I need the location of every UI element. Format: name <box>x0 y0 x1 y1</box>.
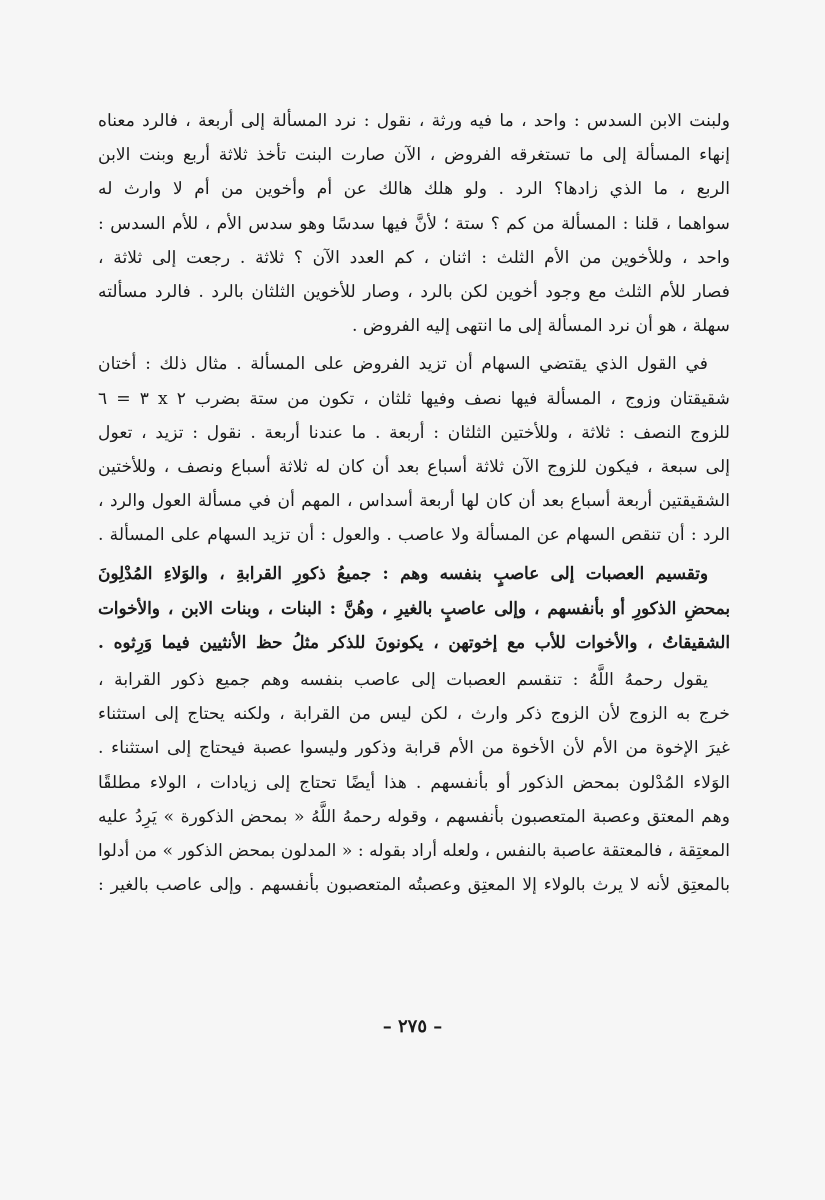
text-line: المعتِقة ، فالمعتقة عاصبة بالنفس ، ولعله أراد بقوله : « المدلون بمحض الذكور » من أدلوا <box>98 840 730 861</box>
paragraph-4 <box>98 663 730 902</box>
text-line: الربع ، ما الذي زادها؟ الرد . ولو هلك هالك عن أم وأخوين من أم لا وارث له <box>98 179 730 200</box>
text-line: للزوج النصف : ثلاثة ، وللأختين الثلثان : أربعة . ما عندنا أربعة . نقول : تزيد ، تعول <box>98 422 730 443</box>
text-line: الشقيقتين أربعة أسباع بعد أن كان لها أربعة أسداس ، المهم أن في مسألة العول والرد ، <box>98 491 730 512</box>
page-number: – ٢٧٥ – <box>382 1016 443 1037</box>
text-line: الرد : أن تنقص السهام عن المسألة ولا عاصب . والعول : أن تزيد السهام على المسألة . <box>98 525 730 546</box>
text-line: بالمعتِق لأنه لا يرث بالولاء إلا المعتِق وعصبتُه المتعصبون بأنفسهم . وإلى عاصب بالغير : <box>98 875 730 896</box>
text-line: خرج به الزوج لأن الزوج ذكر وارث ، لكن ليس من القرابة ، ولكنه يحتاج إلى استثناء <box>98 704 730 725</box>
text-line: واحد ، وللأخوين من الأم الثلث : اثنان ، كم العدد الآن ؟ ثلاثة . رجعت إلى ثلاثة ، <box>98 247 730 268</box>
paragraph-1 <box>98 104 730 343</box>
text-line: وتقسيم العصبات إلى عاصبٍ بنفسه وهم : جميعُ ذكورِ القرابةِ ، والوَلاءِ المُدْلِونَ <box>98 563 708 584</box>
page-body <box>98 104 730 902</box>
text-line: شقيقتان وزوج ، المسألة فيها نصف وفيها ثلثان ، تكون من ستة بضرب ٢ x ٣ = ٦ <box>98 388 731 409</box>
text-line: الشقيقاتُ ، والأخوات للأب مع إخوتهن ، يكونونَ للذكر مثلُ حظ الأنثيين فيما وَرِثوه . <box>98 631 730 652</box>
text-line: سواهما ، قلنا : المسألة من كم ؟ ستة ؛ لأنَّ فيها سدسًا وهو سدس الأم ، للأم السدس : <box>98 213 730 234</box>
text-line: في القول الذي يقتضي السهام أن تزيد الفروض على المسألة . مثال ذلك : أختان <box>98 354 708 375</box>
text-line: وهم المعتق وعصبة المتعصبون بأنفسهم ، وقوله رحمهُ اللَّهُ « بمحض الذكورة » يَرِدُ عليه <box>98 806 730 827</box>
text-line: إلى سبعة ، فيكون للزوج الآن ثلاثة أسباع بعد أن كان له ثلاثة أسباع ونصف ، وللأختين <box>98 456 730 477</box>
text-line: إنهاء المسألة إلى ما تستغرقه الفروض ، الآن صارت البنت تأخذ ثلاثة أربع وبنت الابن <box>98 145 730 166</box>
text-line: الوَلاء المُدْلون بمحض الذكور أو بأنفسهم . هذا أيضًا تحتاج إلى زيادات ، الولاء مطلقًا <box>98 772 730 793</box>
text-line: ولبنت الابن السدس : واحد ، ما فيه ورثة ، نقول : نرد المسألة إلى أربعة ، فالرد معناه <box>98 111 730 131</box>
paragraph-2 <box>98 347 730 552</box>
text-line: يقول رحمهُ اللَّهُ : تنقسم العصبات إلى عاصب بنفسه وهم جميع ذكور القرابة ، <box>98 670 708 690</box>
matn-paragraph <box>98 556 730 659</box>
text-line: بمحضِ الذكورِ أو بأنفسهم ، وإلى عاصبٍ بالغيرِ ، وهُنَّ : البنات ، وبنات الابن ، والأخوات <box>98 597 730 618</box>
text-line: فصار للأم الثلث مع وجود أخوين لكن بالرد ، وصار للأخوين الثلثان بالرد . فالرد مسألته <box>98 281 730 302</box>
text-line: غيرَ الإخوة من الأم لأن الأخوة من الأم قرابة وذكور وليسوا عصبة فيحتاج إلى استثناء . <box>98 738 730 759</box>
text-line: سهلة ، هو أن نرد المسألة إلى ما انتهى إليه الفروض . <box>351 316 730 337</box>
